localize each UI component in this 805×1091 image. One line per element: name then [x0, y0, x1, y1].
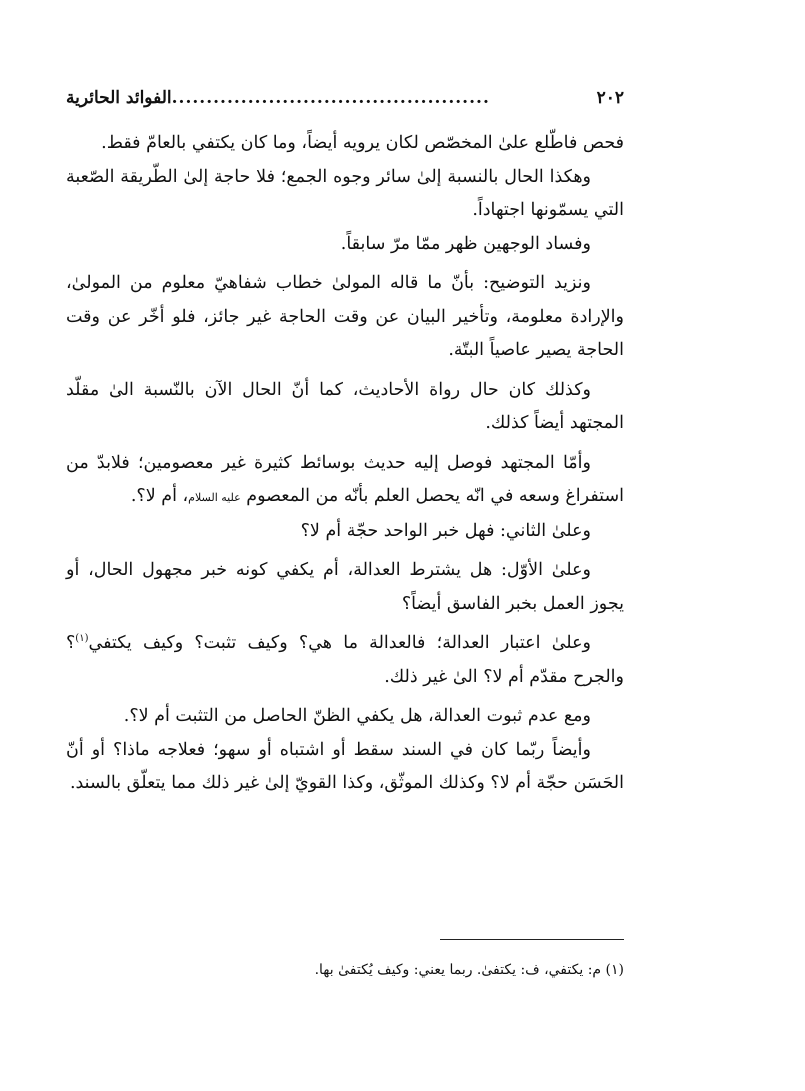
honorific-inline: عليه السلام: [188, 491, 241, 504]
footnote: (١) م: يكتفي، ف: يكتفىٰ. ربما يعني: وكيف يُكتفىٰ بها.: [314, 962, 624, 978]
footnote-marker[interactable]: (١): [75, 633, 89, 645]
header-leader-dots: ..............................................: [171, 88, 490, 108]
paragraph-6-text: وأمّا المجتهد فوصل إليه حديث بوسائط كثيرة غير معصومين؛ فلابدّ من استفراغ وسعه في انّه يحصل العلم بأنّه من المعصوم: [66, 452, 624, 506]
paragraph-7: وعلىٰ الثاني: فهل خبر الواحد حجّة أم لا؟: [300, 520, 591, 541]
paragraph-2: وهكذا الحال بالنسبة إلىٰ سائر وجوه الجمع؛ فلا حاجة إلىٰ الطّريقة الصّعبة التي يسمّونها اجتهاداً.: [66, 166, 624, 220]
paragraph-4: ونزيد التوضيح: بأنّ ما قاله المولىٰ خطاب شفاهيّ معلوم من المولىٰ، والإرادة معلومة، وتأخير البيان عن وقت الحاجة غير جائز، فلو أخّر عن وقت الحاجة يصير عاصياً البتّة.: [66, 273, 624, 360]
body-text: [66, 127, 624, 801]
paragraph-11: وأيضاً ربّما كان في السند سقط أو اشتباه أو سهو؛ فعلاجه ماذا؟ أو أنّ الحَسَن حجّة أم لا؟ وكذلك الموثّق، وكذا القويّ إلىٰ غير ذلك مما يتعلّق بالسند.: [66, 739, 624, 793]
paragraph-6-end: ، أم لا؟.: [130, 486, 189, 506]
paragraph-9-end: ؟ والجرح مقدّم أم لا؟ الىٰ غير ذلك.: [66, 633, 624, 687]
paragraph-3: وفساد الوجهين ظهر ممّا مرّ سابقاً.: [340, 233, 591, 254]
page-number: ٢٠٢: [596, 88, 624, 108]
paragraph-6: [66, 447, 624, 515]
footnote-divider: [440, 939, 624, 940]
page-header: [66, 86, 624, 110]
running-title: الفوائد الحائرية: [66, 88, 172, 108]
paragraph-10: ومع عدم ثبوت العدالة، هل يكفي الظنّ الحاصل من التثبت أم لا؟.: [123, 706, 591, 726]
paragraph-9-text: وعلىٰ اعتبار العدالة؛ فالعدالة ما هي؟ وكيف تثبت؟ وكيف يكتفي: [88, 633, 591, 653]
paragraph-9: [66, 627, 624, 694]
paragraph-1: فحص فاطّلع علىٰ المخصّص لكان يرويه أيضاً، وما كان يكتفي بالعامّ فقط.: [101, 133, 624, 153]
paragraph-8: وعلىٰ الأوّل: هل يشترط العدالة، أم يكفي كونه خبر مجهول الحال، أو يجوز العمل بخبر الفاسق أيضاً؟: [66, 560, 624, 614]
paragraph-5: وكذلك كان حال رواة الأحاديث، كما أنّ الحال الآن بالنّسبة الىٰ مقلّد المجتهد أيضاً كذلك.: [66, 379, 624, 433]
